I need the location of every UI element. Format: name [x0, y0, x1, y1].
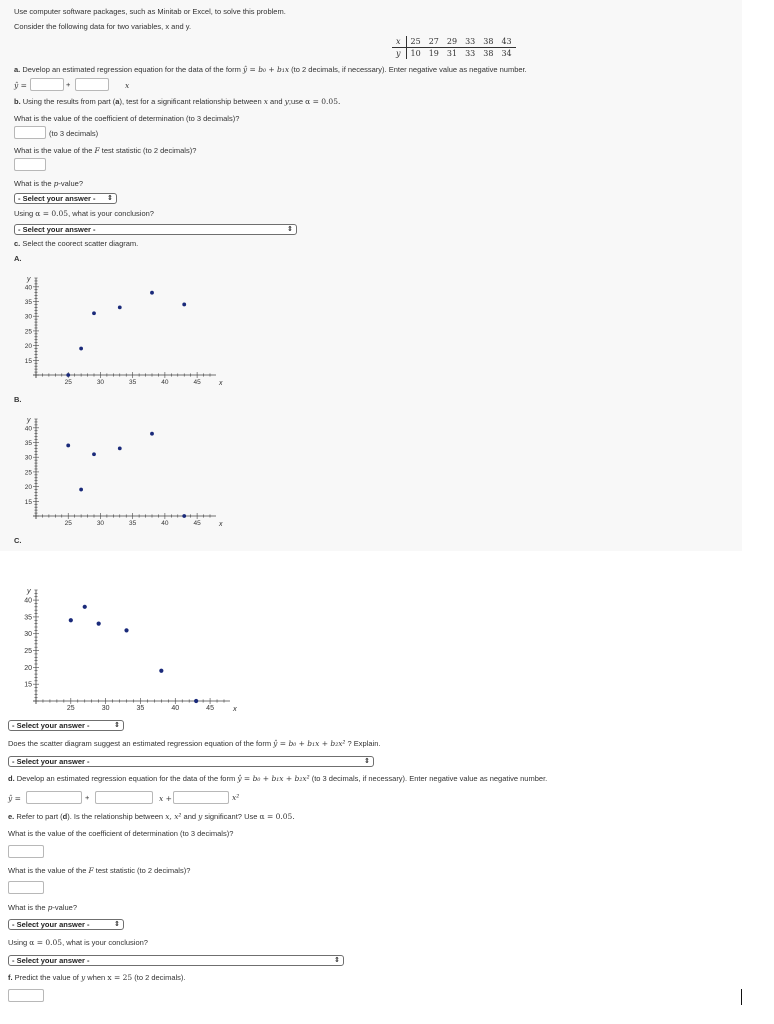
- y-cell: 31: [446, 49, 458, 58]
- scatter-a-chart: [14, 268, 234, 390]
- data-point: [66, 444, 70, 448]
- data-point: [194, 699, 198, 703]
- intro-text: Use computer software packages, such as Minitab or Excel, to solve this problem.: [14, 7, 286, 16]
- data-point: [150, 432, 154, 436]
- x-tick-label: 35: [129, 379, 137, 386]
- x-cell: 29: [443, 36, 461, 48]
- y-cell: 10: [410, 49, 421, 58]
- scatter-explain-select[interactable]: - Select your answer - ⇕: [8, 756, 374, 767]
- scatter-question: Does the scatter diagram suggest an estimated regression equation of the form ŷ = b₀ + b₁x + b₂x² ? Explain.: [8, 739, 381, 748]
- d-x-plus-label: x +: [159, 794, 172, 803]
- e-f-question: What is the value of the F test statistic (to 2 decimals)?: [8, 866, 191, 875]
- updown-icon: ⇕: [364, 758, 370, 765]
- b-r2-hint: (to 3 decimals): [49, 129, 99, 138]
- y-tick-label: 35: [24, 614, 32, 622]
- x-label: x: [125, 81, 130, 90]
- e-f-input[interactable]: [8, 881, 44, 894]
- data-point: [118, 305, 122, 309]
- scatter-choice-select[interactable]: - Select your answer - ⇕: [8, 720, 124, 731]
- consider-text: Consider the following data for two variables, x and y.: [14, 22, 192, 31]
- e-p-value-select[interactable]: - Select your answer - ⇕: [8, 919, 124, 930]
- data-table: [392, 36, 516, 59]
- y-axis-label: y: [27, 417, 31, 424]
- d-plus-sign: +: [85, 793, 90, 802]
- b1-input[interactable]: [75, 78, 109, 91]
- x-cell: 43: [497, 36, 515, 48]
- data-point: [69, 618, 73, 622]
- e-p-question: What is the p-value?: [8, 903, 78, 912]
- x-tick-label: 25: [64, 520, 72, 527]
- x-tick-label: 30: [101, 705, 110, 712]
- updown-icon: ⇕: [114, 722, 120, 729]
- x-tick-label: 40: [161, 379, 169, 386]
- y-cell: 33: [465, 49, 476, 58]
- y-tick-label: 35: [24, 299, 32, 307]
- x-tick-label: 35: [136, 705, 145, 712]
- y-tick-label: 15: [24, 498, 32, 506]
- plus-sign: +: [66, 80, 71, 89]
- part-e-label: e.: [8, 812, 15, 821]
- option-c-label: C.: [14, 536, 22, 545]
- data-point: [79, 488, 83, 492]
- option-a-label: A.: [14, 254, 22, 263]
- y-header: y: [392, 48, 406, 60]
- y-tick-label: 40: [24, 284, 32, 292]
- x-tick-label: 45: [206, 705, 214, 712]
- y-tick-label: 20: [24, 343, 32, 351]
- option-b-label: B.: [14, 395, 22, 404]
- part-d-label: d.: [8, 774, 15, 783]
- y-cell: 19: [428, 49, 439, 58]
- e-conclusion-question: Using α = 0.05, what is your conclusion?: [8, 938, 148, 947]
- data-point: [79, 347, 83, 351]
- data-point: [92, 311, 96, 315]
- y-tick-label: 30: [24, 454, 32, 462]
- part-c-prompt: c. Select the coorect scatter diagram.: [14, 239, 139, 248]
- x-cell: 38: [479, 36, 497, 48]
- x-axis-label: x: [219, 380, 223, 387]
- e-conclusion-select[interactable]: - Select your answer - ⇕: [8, 955, 344, 966]
- quadratic-formula: ŷ = b₀ + b₁x + b₂x²: [237, 774, 310, 783]
- y-tick-label: 25: [24, 469, 32, 477]
- y-tick-label: 35: [24, 440, 32, 448]
- updown-icon: ⇕: [334, 957, 340, 964]
- x-tick-label: 45: [193, 520, 201, 527]
- b-f-input[interactable]: [14, 158, 46, 171]
- part-d-prompt: d. Develop an estimated regression equation for the data of the form ŷ = b₀ + b₁x + b₂x² (to 3 decimals, if necessary). Enter negative value as negative number.: [8, 774, 548, 783]
- e-r2-question: What is the value of the coefficient of determination (to 3 decimals)?: [8, 829, 234, 838]
- b-conclusion-select[interactable]: - Select your answer - ⇕: [14, 224, 297, 235]
- b-p-question: What is the p-value?: [14, 179, 84, 188]
- b-r2-question: What is the value of the coefficient of determination (to 3 decimals)?: [14, 114, 240, 123]
- y-tick-label: 25: [24, 648, 32, 656]
- part-f-label: f.: [8, 973, 13, 982]
- scatter-b-chart: [14, 409, 234, 531]
- part-b-label: b.: [14, 97, 21, 106]
- data-point: [124, 628, 128, 632]
- y-tick-label: 15: [24, 681, 32, 689]
- data-point: [118, 446, 122, 450]
- y-tick-label: 20: [24, 664, 32, 672]
- x-tick-label: 45: [193, 379, 201, 386]
- x-tick-label: 25: [66, 705, 75, 712]
- updown-icon: ⇕: [107, 195, 113, 202]
- data-row-x: [392, 36, 516, 48]
- x-tick-label: 35: [129, 520, 137, 527]
- x-cell: 25: [406, 36, 425, 48]
- data-point: [150, 291, 154, 295]
- b-r2-input[interactable]: [14, 126, 46, 139]
- d-b0-input[interactable]: [26, 791, 82, 804]
- data-point: [92, 452, 96, 456]
- b-conclusion-question: Using α = 0.05, what is your conclusion?: [14, 209, 154, 218]
- data-point: [182, 303, 186, 307]
- y-cell: 38: [483, 49, 494, 58]
- part-a-prompt: a. Develop an estimated regression equation for the data of the form ŷ = b₀ + b₁x (to 2 decimals, if necessary). Enter negative value as negative number.: [14, 65, 527, 74]
- y-axis-label: y: [27, 586, 31, 595]
- x-axis-label: x: [233, 704, 237, 713]
- b-p-value-select[interactable]: - Select your answer - ⇕: [14, 193, 117, 204]
- part-e-prompt: e. Refer to part (d). Is the relationship between x, x² and y significant? Use α = 0.05.: [8, 812, 295, 821]
- data-point: [97, 622, 101, 626]
- x-tick-label: 30: [96, 379, 105, 386]
- e-r2-input[interactable]: [8, 845, 44, 858]
- yhat-label: ŷ =: [14, 81, 27, 90]
- d-x2-label: x²: [232, 793, 240, 802]
- data-point: [182, 514, 186, 518]
- data-point: [66, 373, 70, 377]
- x-tick-label: 30: [96, 520, 105, 527]
- y-tick-label: 30: [24, 313, 32, 321]
- y-tick-label: 30: [24, 631, 32, 639]
- x-tick-label: 40: [161, 520, 169, 527]
- y-tick-label: 20: [24, 484, 32, 492]
- x-tick-label: 25: [64, 379, 72, 386]
- data-point: [159, 669, 163, 673]
- y-axis-label: y: [27, 276, 31, 283]
- y-tick-label: 25: [24, 328, 32, 336]
- updown-icon: ⇕: [287, 226, 293, 233]
- updown-icon: ⇕: [114, 921, 120, 928]
- data-row-y: [392, 48, 516, 60]
- text-cursor: [741, 989, 742, 1005]
- linear-formula: ŷ = b₀ + b₁x: [242, 65, 290, 74]
- y-tick-label: 40: [24, 425, 32, 433]
- b0-input[interactable]: [30, 78, 64, 91]
- y-tick-label: 40: [24, 597, 32, 605]
- scatter-c-chart: [10, 580, 250, 718]
- d-b2-input[interactable]: [173, 791, 229, 804]
- y-tick-label: 15: [24, 357, 32, 365]
- part-b-prompt: b. Using the results from part (a), test for a significant relationship between x and y;use α = 0.05.: [14, 97, 341, 106]
- d-yhat-label: ŷ =: [8, 794, 21, 803]
- y-cell: 34: [501, 49, 512, 58]
- x-header: x: [392, 36, 406, 48]
- b-f-question: What is the value of the F test statistic (to 2 decimals)?: [14, 146, 197, 155]
- part-a-label: a.: [14, 65, 21, 74]
- part-c-label: c.: [14, 239, 21, 248]
- part-f-prompt: f. Predict the value of y when x = 25 (to 2 decimals).: [8, 973, 186, 982]
- x-axis-label: x: [219, 521, 223, 528]
- x-cell: 27: [425, 36, 443, 48]
- f-prediction-input[interactable]: [8, 989, 44, 1002]
- d-b1-input[interactable]: [95, 791, 153, 804]
- x-tick-label: 40: [171, 705, 180, 712]
- x-cell: 33: [461, 36, 479, 48]
- data-point: [83, 605, 87, 609]
